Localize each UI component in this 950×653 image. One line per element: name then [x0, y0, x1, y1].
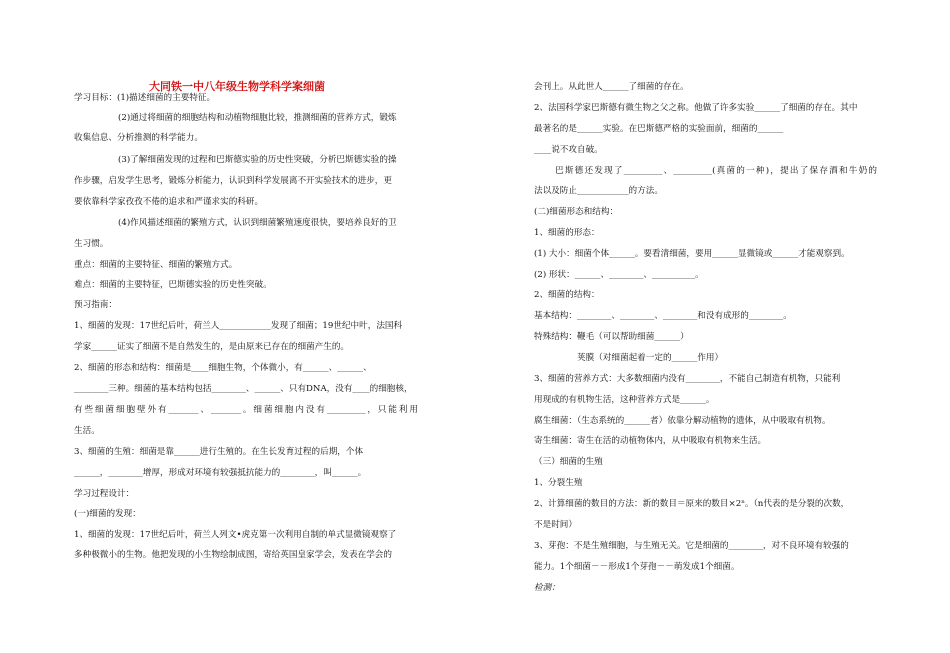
text-line: 寄生细菌：寄生在活的动植物体内，从中吸取有机物来生活。: [534, 436, 767, 446]
text-line: (二)细菌形态和结构：: [534, 207, 619, 217]
text-line: 2、细菌的结构：: [534, 290, 600, 300]
text-line: 特殊结构：鞭毛（可以帮助细菌______）: [534, 332, 689, 342]
page-title: 大同铁一中八年级生物学科学案细菌: [149, 80, 325, 93]
text-line: 要依靠科学家孜孜不倦的追求和严谨求实的科研。: [74, 197, 264, 207]
text-line: 作步骤，启发学生思考，锻炼分析能力，认识到科学发展离不开实验技术的进步，更: [74, 176, 392, 186]
text-line: 2、计算细菌的数目的方法：新的数目＝原来的数目×2ⁿ。（n代表的是分裂的次数，: [534, 499, 850, 509]
text-line: (2) 形状：______、________、__________。: [534, 270, 704, 280]
text-line: 3、细菌的生殖：细菌是靠______进行生殖的。在生长发育过程的后期，个体: [74, 447, 364, 457]
text-line: (3)了解细菌发现的过程和巴斯德实验的历史性突破，分析巴斯德实验的操: [118, 155, 397, 165]
text-line: 不是时间）: [534, 520, 577, 530]
text-line: (4)作风描述细菌的繁殖方式，认识到细菌繁殖速度很快，要培养良好的卫: [118, 218, 397, 228]
text-line: 会刊上。从此世人______了细菌的存在。: [534, 82, 689, 92]
text-line: 1、细菌的发现：17世纪后叶，荷兰人____________发现了细菌；19世纪中叶，法国科: [74, 321, 403, 331]
text-line: 学家______证实了细菌不是自然发生的，是由原来已存在的细菌产生的。: [74, 342, 350, 352]
text-line: 预习指南：: [74, 300, 117, 310]
text-line: 2、法国科学家巴斯德有微生物之父之称。他做了许多实验______了细菌的存在。其中: [534, 103, 858, 113]
text-line: 学习目标：(1)描述细菌的主要特征。: [74, 93, 216, 103]
text-line: 学习过程设计：: [74, 489, 135, 499]
text-line: 3、细菌的营养方式：大多数细菌内没有________，不能自己制造有机物，只能利: [534, 374, 841, 384]
text-line: 荚膜（对细菌起着一定的______作用）: [577, 353, 724, 363]
text-line: 重点：细菌的主要特征、细菌的繁殖方式。: [74, 260, 238, 270]
text-line: (一)细菌的发现：: [74, 509, 141, 519]
text-line: (2)通过将细菌的细胞结构和动植物细胞比较，推测细菌的营养方式，锻炼: [118, 113, 397, 123]
text-line: 3、芽孢：不是生殖细胞，与生殖无关。它是细菌的________，对不良环境有较强的: [534, 541, 849, 551]
text-line: 有些细菌细胞壁外有_______、_______。细菌细胞内没有_________，只能利用: [74, 405, 418, 415]
text-line: 法以及防止____________的方法。: [534, 186, 663, 196]
text-line: 收集信息、分析推测的科学能力。: [74, 133, 203, 143]
text-line: 多种极微小的生物。他把发现的小生物绘制成图，寄给英国皇家学会，发表在学会的: [74, 550, 392, 560]
text-line: 难点：细菌的主要特征，巴斯德实验的历史性突破。: [74, 280, 272, 290]
text-line: （三）细菌的生殖: [534, 457, 603, 467]
text-line: ________三种。细菌的基本结构包括________、______、只有DNA，没有____的细胞核，: [74, 384, 413, 394]
text-line: (1) 大小：细菌个体______。要看清细菌，要用______显微镜或______才能观察到。: [534, 249, 850, 259]
text-line: 基本结构：________、________、________和没有成形的________。: [534, 311, 792, 321]
text-line: ____说不攻自破。: [534, 145, 603, 155]
text-line: 1、细菌的形态：: [534, 228, 600, 238]
text-line: 检测：: [534, 583, 560, 593]
text-line: 用现成的有机物生活，这种营养方式是______。: [534, 395, 715, 405]
text-line: 2、细菌的形态和结构：细菌是____细胞生物，个体微小，有______、______、: [74, 363, 372, 373]
text-line: 巴斯德还发现了_________、_________(真菌的一种)，提出了保存酒和牛奶的: [555, 166, 877, 176]
text-line: 最著名的是______实验。在巴斯德严格的实验面前，细菌的______: [534, 124, 784, 134]
text-line: 生活。: [74, 426, 100, 436]
text-line: 1、细菌的发现：17世纪后叶，荷兰人列文•虎克第一次利用自制的单式显微镜观察了: [74, 530, 397, 540]
text-line: 能力。1个细菌－－形成1个芽孢－－萌发成1个细菌。: [534, 562, 740, 572]
text-line: ______，________增厚，形成对环境有较强抵抗能力的________，叫______。: [74, 468, 367, 478]
text-line: 生习惯。: [74, 239, 109, 249]
text-line: 1、分裂生殖: [534, 478, 583, 488]
text-line: 腐生细菌：（生态系统的______者）依靠分解动植物的遗体，从中吸取有机物。: [534, 416, 831, 426]
